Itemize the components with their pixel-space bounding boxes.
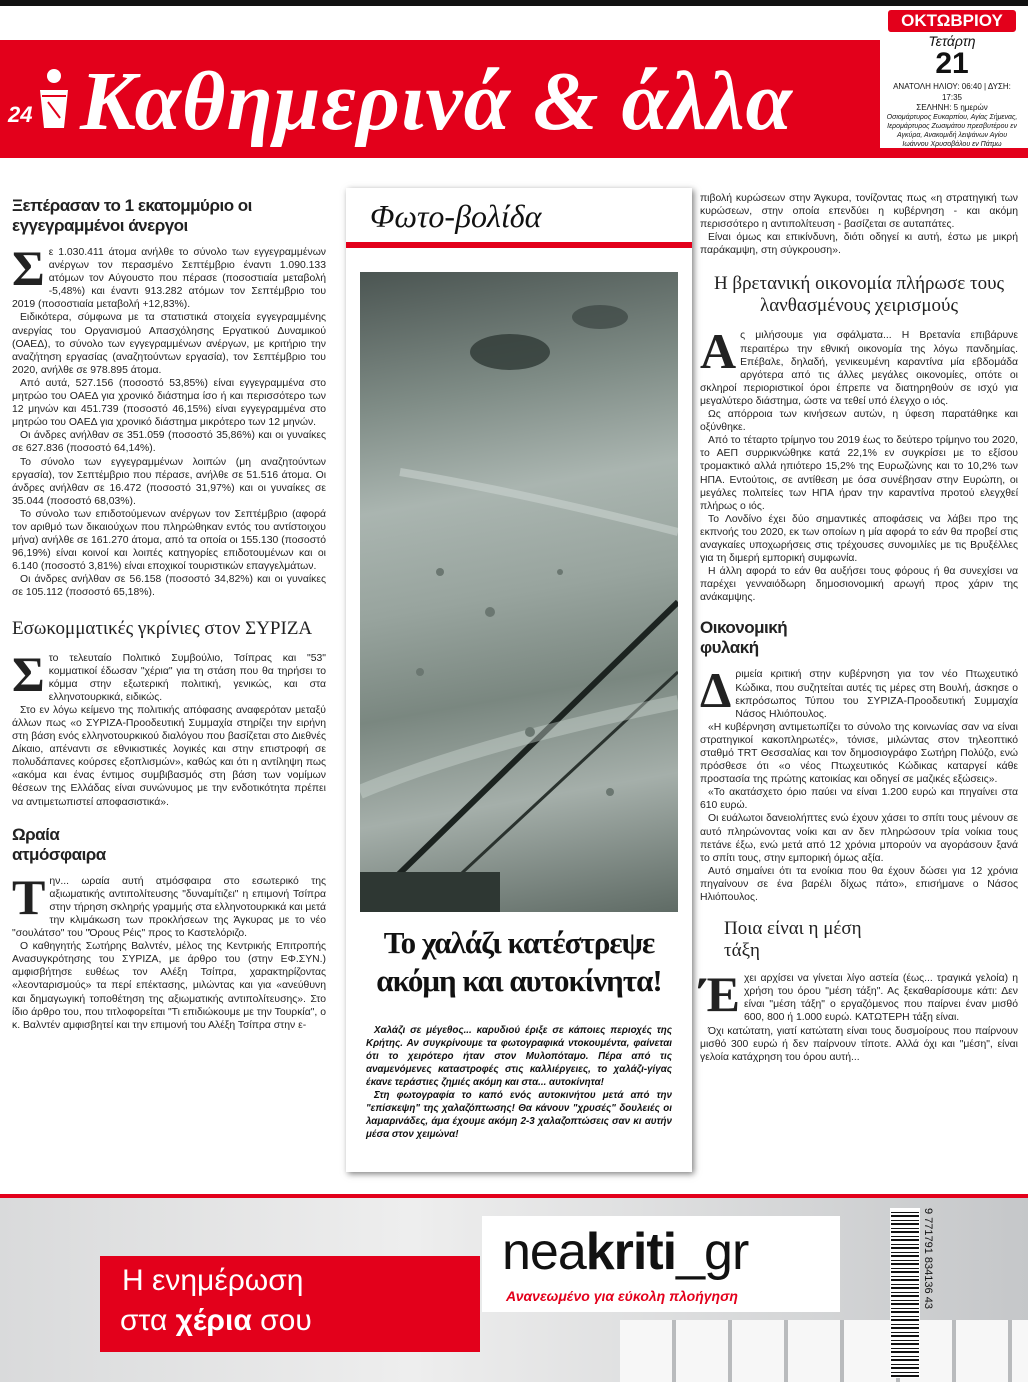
article-paragraph: πιβολή κυρώσεων στην Άγκυρα, τονίζοντας πως «η στρατηγική των κυρώσεων, στην οποία επενδύει η κυβέρνηση - και ακόμη περισσότερο η αντιπολίτευση - βασίζεται σε αυταπάτες. xyxy=(700,193,1018,231)
left-column xyxy=(12,196,326,1032)
date-box xyxy=(882,8,1022,148)
date-weekday: Τετάρτη xyxy=(928,33,976,49)
article-paragraph: «Η κυβέρνηση αντιμετωπίζει το σύνολο της κοινωνίας σαν να είναι στρατηγικοί κακοπληρωτές», τόνισε, μιλώντας στον τηλεοπτικό σταθμό TRT Θεσσαλίας και τον δημοσιογράφο Σωτήρη Πολύζο, ενώ πρόσθεσε ότι «ο νέος Πτωχευτικός Κώδικας καταργεί κάθε προστασία της πρώτης κατοικίας και οδηγεί σε μαζικές εξώσεις». xyxy=(700,721,1018,786)
article-paragraph: Από αυτά, 527.156 (ποσοστό 53,85%) είναι εγγεγραμμένα στο μητρώο του ΟΑΕΔ για χρονικό διάστημα ίσο ή και περισσότερο των 12 μηνών και 451.739 (ποσοστό 46,15%) είναι εγγεγραμμένα στο μητρώο του ΟΑΕΔ για χρονικό διάστημα μικρότερο των 12 μηνών. xyxy=(12,377,326,429)
drop-cap: Έ xyxy=(700,966,740,1023)
car-hood-illustration xyxy=(360,272,678,912)
article-paragraph: Οι άνδρες ανήλθαν σε 56.158 (ποσοστό 34,82%) και οι γυναίκες σε 105.112 (ποσοστό 65,18%). xyxy=(12,574,326,599)
article-paragraph: Ειδικότερα, σύμφωνα με τα στατιστικά στοιχεία εγγεγραμμένης ανεργίας του Οργανισμού Απασχόλησης Εργατικού Δυναμικού (ΟΑΕΔ), το σύνολο των εγγεγραμμένων ανέργων, με κριτήριο την αναζήτηση εργασίας (αναζητούντων εργασία), τον Σεπτέμβριο του 2020, ανήλθε σε 978.895 άτομα. xyxy=(12,312,326,376)
article-paragraph: Το σύνολο των επιδοτούμενων ανέργων τον Σεπτέμβριο (αφορά τον αριθμό των δικαιούχων που πληρώθηκαν εντός του αντίστοιχου μήνα) ανήλθε σε 161.270 άτομα, από τα οποία οι 155.130 (ποσοστό 96,19%) είναι κοινοί και λοιπές κατηγορίες επιδοτουμένων και οι 6.140 (ποσοστό 3,81%) είναι εποχικοί τουριστικών επαγγελμάτων. xyxy=(12,508,326,573)
quill-figure-icon xyxy=(34,66,74,132)
ad-headline-line1: Η ενημέρωση xyxy=(122,1264,304,1297)
sun-times: ΑΝΑΤΟΛΗ ΗΛΙΟΥ: 06:40 | ΔΥΣΗ: 17:35 xyxy=(893,82,1011,102)
right-column xyxy=(700,192,1018,1064)
ad-logo-panel xyxy=(482,1216,840,1312)
neakriti-logo: neakriti_gr xyxy=(502,1223,749,1281)
ad-top-rule xyxy=(0,1194,1028,1198)
drop-cap: Α xyxy=(700,323,737,380)
article-paragraph: Δριμεία κριτική στην κυβέρνηση για τον νέο Πτωχευτικό Κώδικα, που συζητείται αυτές τις μέρες στη Βουλή, άσκησε ο εκπρόσωπος Τύπου του ΣΥΡΙΖΑ-Προοδευτική Συμμαχία Νάσος Ηλιόπουλος. xyxy=(700,662,1018,720)
article-paragraph: Το Λονδίνο έχει δύο σημαντικές αποφάσεις να λάβει προ της εκπνοής του 2020, εκ των οποίων η μία αφορά το εάν θα προβεί στις αναγκαίες υποχωρήσεις στις τρέχουσες συνομιλίες με τις Βρυξέλλες για τη διμερή εμπορική συμφωνία. xyxy=(700,513,1018,565)
keyboard-illustration xyxy=(620,1320,1028,1382)
ad-tagline: Ανανεωμένο για εύκολη πλοήγηση xyxy=(506,1288,738,1304)
drop-cap: Δ xyxy=(700,662,732,719)
article-paragraph: Οι άνδρες ανήλθαν σε 351.059 (ποσοστό 35,86%) και οι γυναίκες σε 627.836 (ποσοστό 64,14%). xyxy=(12,430,326,455)
article-paragraph: Η άλλη αφορά το εάν θα αυξήσει τους φόρους ή θα συνεχίσει να παρέχει γενναιόδωρη δημοσιονομική αρωγή προς χάριν της ανάκαμψης. xyxy=(700,566,1018,604)
drop-cap: Τ xyxy=(12,868,46,925)
caption-paragraph: Στη φωτογραφία το καπό ενός αυτοκινήτου μετά από την "επίσκεψη" της χαλαζόπτωσης! Θα κάνουν "χρυσές" δουλειές οι λαμαρινάδες, άμα έχουμε ακόμη 2-3 χαλαζοπτώσεις σαν κι αυτήν μέσα στον χειμώνα! xyxy=(366,1090,672,1140)
barcode-icon xyxy=(890,1208,920,1378)
photo-headline: Το χαλάζι κατέστρεψε ακόμη και αυτοκίνητα! xyxy=(376,925,662,998)
photo-feature xyxy=(346,188,692,1172)
drop-cap: Σ xyxy=(12,240,45,296)
article-paragraph: Είναι όμως και επικίνδυνη, διότι οδηγεί κι αυτή, έστω με μικρή παράκαμψη, στη σύγκρουση». xyxy=(700,232,1018,257)
article-paragraph: Στο εν λόγω κείμενο της πολιτικής απόφασης αναφερόταν μεταξύ άλλων πως «ο ΣΥΡΙΖΑ-Προοδευτική Συμμαχία στηρίζει την ειρήνη στη βάση ενός ελληνοτουρκικού διαλόγου που βασίζεται στο Διεθνές Δίκαιο, απέναντι σε εθνικιστικές λογικές και στην επιστροφή σε πολυδάπανες κούρσες εξοπλισμών», καθώς και ότι η αντίληψη πως «ακόμα και ένας έντιμος συμβιβασμός στη βάση των νομίμων θέσεων της Ελλάδας είναι συνώνυμος με την ενδοτικότητα πρέπει να αντιμετωπιστεί αποφασιστικά». xyxy=(12,704,326,808)
article-paragraph: Ως απόρροια των κινήσεων αυτών, η ύφεση παρατάθηκε και οξύνθηκε. xyxy=(700,409,1018,434)
page-number: 24 xyxy=(8,102,33,127)
article-title: Ποια είναι η μέση τάξη xyxy=(724,918,862,962)
photo-caption xyxy=(366,1024,672,1141)
article-paragraph: Το σύνολο των εγγεγραμμένων λοιπών (μη αναζητούντων εργασία), τον Σεπτέμβριο που πέρασε, ανήλθε σε 51.516 άτομα. Οι άνδρες ανήλθαν σε 16.472 (ποσοστό 31,97%) και οι γυναίκες σε 35.044 (ποσοστό 68,03%). xyxy=(12,456,326,507)
name-days: Οσιομάρτυρος Ευκαρπίου, Αγίας Σήμενας, Ιερομάρτυρος Ζωσιμάτου πρεσβυτέρου εν Αγκύρα, Ανακομιδή λειψάνων Αγίου Ιωάννου Χρυσοβάλου εν Πάτμω xyxy=(886,114,1018,148)
hail-damaged-car-photo xyxy=(360,272,678,912)
article-paragraph: Οι ευάλωτοι δανειολήπτες ενώ έχουν χάσει το σπίτι τους μένουν σε αυτό πληρώνοντας νοίκι και αν δεν πληρώσουν τρία νοίκια τους πετάνε έξω, ενώ μετά από 12 χρόνια μπορούν να αγοράσουν ξανά το σπίτι τους, στην εμπορική όμως αξία. xyxy=(700,813,1018,864)
article-paragraph: Ας μιλήσουμε για σφάλματα... Η Βρετανία επιβάρυνε περαιτέρω την εθνική οικονομία της λόγω πανδημίας. Επέβαλε, δηλαδή, γενικευμένη καραντίνα μία εβδομάδα αργότερα από τις άλλες μεγάλες οικονομίες, οπότε οι σκληροί περιοριστικοί όροι έπρεπε να διατηρηθούν σε ισχύ για μεγαλύτερο διάστημα, ώστε να τεθεί υπό έλεγχο ο ιός. xyxy=(700,323,1018,407)
article-paragraph: «Το ακατάσχετο όριο παύει να είναι 1.200 ευρώ και πηγαίνει στα 610 ευρώ. xyxy=(700,787,1018,812)
date-day: 21 xyxy=(935,47,969,80)
top-rule xyxy=(0,0,1028,6)
neakriti-advertisement[interactable] xyxy=(0,1194,1028,1382)
article-title: Η βρετανική οικονομία πλήρωσε τους λανθασμένους χειρισμούς xyxy=(713,273,1005,317)
caption-paragraph: Χαλάζι σε μέγεθος... καρυδιού έριξε σε κάποιες περιοχές της Κρήτης. Αν συγκρίνουμε τα φωτογραφικά ντοκουμέντα, φαίνεται ότι το χειρότερο ήταν στον Μυλοπόταμο. Πέρα από τις αναμενόμενες καταστροφές στις καλλιέργειες, το χαλάζι-γίγας έκανε τεράστιες ζημιές ακόμη και στα... αυτοκίνητα! xyxy=(366,1025,672,1088)
article-title: Εσωκομματικές γκρίνιες στον ΣΥΡΙΖΑ xyxy=(12,617,313,639)
photo-feature-header xyxy=(346,188,692,248)
article-paragraph: Ο καθηγητής Σωτήρης Βαλντέν, μέλος της Κεντρικής Επιτροπής Ανασυγκρότησης του ΣΥΡΙΖΑ, με άρθρο του (στην ΕΦ.ΣΥΝ.) αμφισβήτησε ευθέως τον Αλέξη Τσίπρα, χαρακτηρίζοντας «λεονταρισμούς» τα περί επέκτασης, μιλώντας και για «ανεύθυνη και δημαγωγική τοποθέτηση της αξιωματικής αντιπολίτευσης». Στο ίδιο άρθρο του, που τιτλοφορείται "Τι επιδιώκουμε με την Τουρκία", o κ. Βαλντέν αμφισβητεί και την επιμονή του Αλέξη Τσίπρα στην ε- xyxy=(12,941,326,1031)
article-paragraph: Σε 1.030.411 άτομα ανήλθε το σύνολο των εγγεγραμμένων ανέργων τον περασμένο Σεπτέμβριο έναντι 1.090.133 ατόμων τον Αύγουστο που πέρασε (ποσοστιαία μεταβολή -5,48%) και έναντι 913.282 ατόμων τον Σεπτέμβριο του 2019 (ποσοστιαία μεταβολή +12,83%). xyxy=(12,240,326,311)
drop-cap: Σ xyxy=(12,645,45,702)
article-paragraph: Αυτό σημαίνει ότι τα ενοίκια που θα έχουν δώσει για 12 χρόνια πηγαίνουν σε ένα βαρέλι δίχως πάτο», επισήμανε ο Νάσος Ηλιόπουλος. xyxy=(700,865,1018,904)
article-paragraph: Από το τέταρτο τρίμηνο του 2019 έως το δεύτερο τρίμηνο του 2020, το ΑΕΠ συρρικνώθηκε κατά 22,1% εν συγκρίσει με το εξίσου τρομακτικό αλλά ηπιότερο 15,2% της Ευρωζώνης και το 10,2% των ΗΠΑ. Εντούτοις, σε αντίθεση με όσα συνέβησαν στην Ευρώπη, οι μεγάλες πολιτείες των ΗΠΑ ήραν την καραντίνα προτού ελεγχθεί πλήρως ο ιός. xyxy=(700,435,1018,512)
article-paragraph: Έχει αρχίσει να γίνεται λίγο αστεία (έως... τραγικά γελοία) η χρήση του όρου "μέση τάξη". Ας ξεκαθαρίσουμε κάτι: Δεν είναι "μέση τάξη" ο εργαζόμενος που παίρνει έναν μισθό 600, 800 ή 1.000 ευρώ. ΚΑΤΩΤΕΡΗ τάξη είναι. xyxy=(700,966,1018,1024)
article-paragraph: Όχι κατώτατη, γιατί κατώτατη είναι τους δυσμοίρους που παίρνουν μισθό 300 ευρώ ή δεν παίρνουν τίποτε. Αλλά όχι και "μέση", είναι γελοία κατάχρηση του όρου αυτή... xyxy=(700,1025,1018,1063)
barcode-number: 9 771791 834136 43 xyxy=(922,1208,934,1309)
moon-age: ΣΕΛΗΝΗ: 5 ημερών xyxy=(916,103,988,112)
article-title: Οικονομική φυλακή xyxy=(700,618,788,658)
ad-headline-line2: στα χέρια σου xyxy=(120,1304,312,1337)
article-paragraph: Την... ωραία αυτή ατμόσφαιρα στο εσωτερικό της αξιωματικής αντιπολίτευσης "δυναμίτιζει" η επιμονή Τσίπρα στην τήρηση σκληρής γραμμής στα ελληνοτουρκικά και μετά την κλιμάκωση των προκλήσεων της Άγκυρας με το νέο "σουλάτσο" του "Όρους Ρέις" προς το Καστελόριζο. xyxy=(12,868,326,940)
article-title: Ξεπέρασαν το 1 εκατομμύριο οι εγγεγραμμένοι άνεργοι xyxy=(12,196,252,235)
photo-feature-title: Φωτο-βολίδα xyxy=(370,198,542,234)
date-month: ΟΚΤΩΒΡΙΟΥ xyxy=(888,10,1016,32)
article-title: Ωραία ατμόσφαιρα xyxy=(12,824,106,864)
article-paragraph: Στο τελευταίο Πολιτικό Συμβούλιο, Τσίπρας και "53" κομματικοί έδωσαν "χέρια" για τη στάση που θα τηρήσει το κόμμα στην εξωτερική πολιτική, γενικώς, και στα ελληνοτουρκικά, ειδικώς. xyxy=(12,645,326,703)
section-title: Καθημερινά & άλλα xyxy=(80,55,793,148)
